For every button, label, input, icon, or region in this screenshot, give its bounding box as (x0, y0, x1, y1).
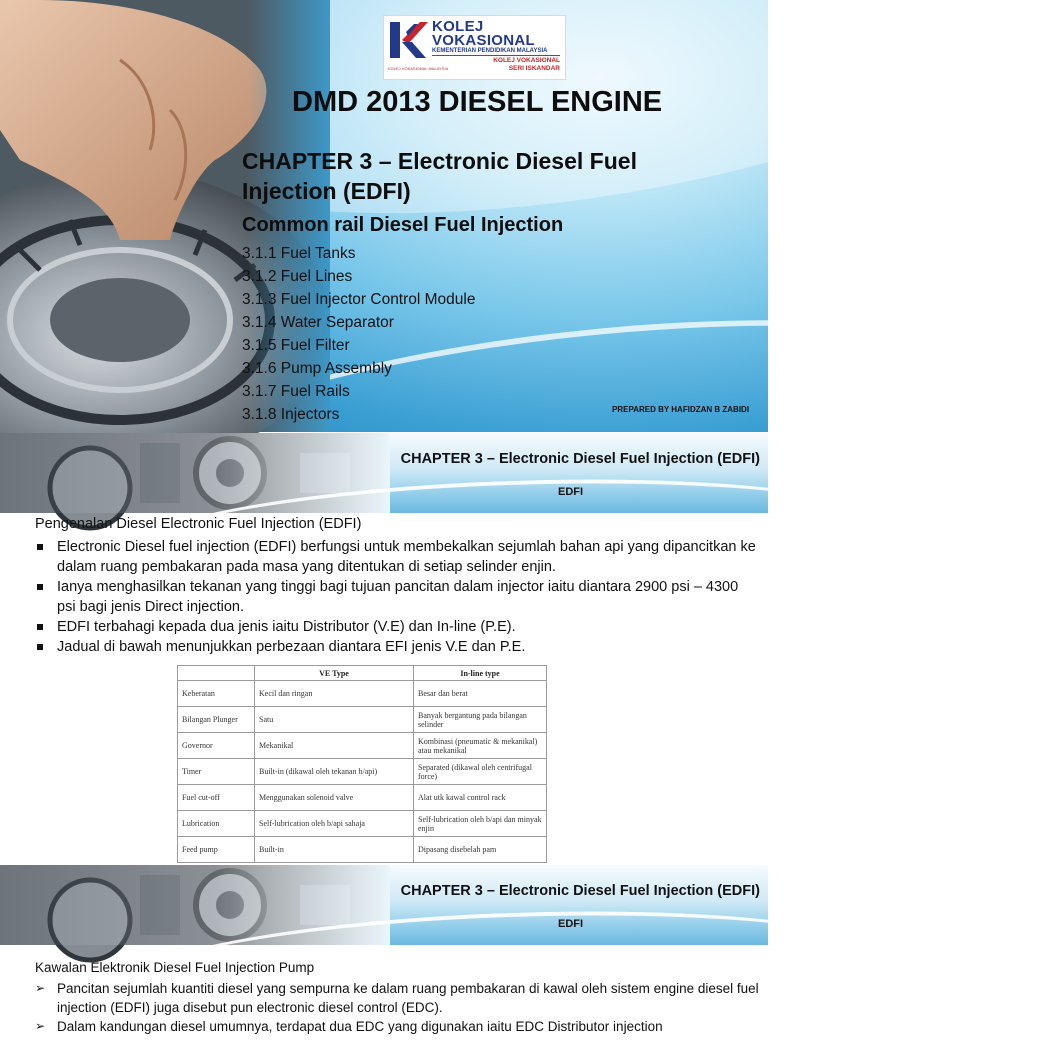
topic-item: 3.1.1 Fuel Tanks (242, 245, 356, 262)
square-bullet-icon (37, 584, 43, 590)
section-intro: Kawalan Elektronik Diesel Fuel Injection Pump (35, 960, 315, 975)
table-cell: Feed pump (178, 837, 255, 863)
bullet-item (35, 537, 760, 577)
table-row (178, 837, 547, 863)
slide-header-banner (0, 865, 768, 945)
bullet-text: Jadual di bawah menunjukkan perbezaan diantara EFI jenis V.E dan P.E. (57, 639, 526, 655)
chapter-subtitle: Common rail Diesel Fuel Injection (242, 214, 564, 236)
topic-item: 3.1.5 Fuel Filter (242, 337, 350, 354)
table-cell: Kombinasi (pneumatic & mekanikal) atau mekanikal (414, 733, 547, 759)
table-cell: Built-in (255, 837, 414, 863)
bullet-item (35, 979, 760, 1017)
topic-item: 3.1.2 Fuel Lines (242, 268, 353, 285)
slide-header-title: CHAPTER 3 – Electronic Diesel Fuel Injection (EDFI) (400, 883, 760, 899)
square-bullet-icon (37, 544, 43, 550)
logo-campus (493, 57, 560, 73)
table-header-row (178, 666, 547, 681)
bullet-item (35, 617, 760, 637)
logo-tagline: KOLEJ VOKASIONAL MALAYSIA (388, 66, 449, 71)
table-row (178, 759, 547, 785)
logo-ministry: KEMENTERIAN PENDIDIKAN MALAYSIA (432, 48, 548, 54)
chapter-title: CHAPTER 3 – Electronic Diesel Fuel Injection (EDFI) (242, 148, 637, 204)
edfi-control-slide (0, 865, 768, 1034)
slide-header-banner (0, 433, 768, 513)
bullet-text: Dalam kandungan diesel umumnya, terdapat dua EDC yang digunakan iaitu EDC Distributor injection (57, 1019, 663, 1034)
table-cell: Governor (178, 733, 255, 759)
slide-header-title: CHAPTER 3 – Electronic Diesel Fuel Injection (EDFI) (400, 451, 760, 467)
bullet-text: Electronic Diesel fuel injection (EDFI) berfungsi untuk membekalkan sejumlah bahan api yang dipancitkan ke dalam ruang pembakaran pada masa yang ditentukan di setiap selinder enjin. (57, 539, 756, 575)
square-bullet-icon (37, 644, 43, 650)
table-cell: Alat utk kawal control rack (414, 785, 547, 811)
topic-list (242, 242, 475, 426)
table-row (178, 707, 547, 733)
table-cell: Built-in (dikawal oleh tekanan b/api) (255, 759, 414, 785)
logo-campus-line1: KOLEJ VOKASIONAL (493, 57, 560, 64)
table-cell: Bilangan Plunger (178, 707, 255, 733)
bullet-text: Ianya menghasilkan tekanan yang tinggi bagi tujuan pancitan dalam injector iaitu diantara 2900 psi – 4300 psi bagi jenis Direct injection. (57, 579, 739, 615)
topic-item: 3.1.3 Fuel Injector Control Module (242, 291, 476, 308)
table-cell: Self-lubrication oleh b/api dan minyak enjin (414, 811, 547, 837)
topic-item: 3.1.4 Water Separator (242, 314, 394, 331)
table-cell: Self-lubrication oleh b/api sahaja (255, 811, 414, 837)
logo-divider (432, 55, 560, 56)
table-cell: Banyak bergantung pada bilangan selinder (414, 707, 547, 733)
topic-item: 3.1.6 Pump Assembly (242, 360, 392, 377)
section-intro: Pengenalan Diesel Electronic Fuel Injection (EDFI) (35, 516, 362, 532)
bullet-item (35, 1017, 760, 1036)
logo-line2: VOKASIONAL (432, 32, 536, 49)
table-row (178, 785, 547, 811)
slide-section-label: EDFI (558, 486, 584, 498)
table-cell: Timer (178, 759, 255, 785)
bullet-item (35, 637, 760, 657)
kv-logo-icon (388, 20, 428, 60)
table-header (178, 666, 255, 681)
topic-item: 3.1.7 Fuel Rails (242, 383, 350, 400)
bullet-item (35, 577, 760, 617)
course-title: DMD 2013 DIESEL ENGINE (292, 86, 663, 118)
table-cell: Dipasang disebelah pam (414, 837, 547, 863)
bullet-text: EDFI terbahagi kepada dua jenis iaitu Distributor (V.E) dan In-line (P.E). (57, 619, 516, 635)
table-cell: Besar dan berat (414, 681, 547, 707)
edfi-intro-slide (0, 433, 768, 863)
table-cell: Mekanikal (255, 733, 414, 759)
logo-line1: KOLEJ (432, 18, 484, 35)
table-row (178, 733, 547, 759)
table-cell: Keberatan (178, 681, 255, 707)
table-row (178, 681, 547, 707)
table-cell: Menggunakan solenoid valve (255, 785, 414, 811)
table-cell: Kecil dan ringan (255, 681, 414, 707)
table-cell: Fuel cut-off (178, 785, 255, 811)
table-cell: Separated (dikawal oleh centrifugal force) (414, 759, 547, 785)
prepared-by: PREPARED BY HAFIDZAN B ZABIDI (612, 405, 750, 414)
slide-section-label: EDFI (558, 918, 584, 930)
square-bullet-icon (37, 624, 43, 630)
bullet-text: Pancitan sejumlah kuantiti diesel yang sempurna ke dalam ruang pembakaran di kawal oleh sistem engine diesel fuel injection (EDFI) juga disebut pun electronic diesel control (EDC). (57, 981, 759, 1015)
table-cell: Satu (255, 707, 414, 733)
topic-item: 3.1.8 Injectors (242, 406, 340, 423)
comparison-table (177, 665, 547, 863)
logo-campus-line2: SERI ISKANDAR (508, 65, 560, 72)
arrow-bullet-icon: ➢ (35, 1019, 46, 1033)
bullet-list (35, 537, 760, 657)
table-header: VE Type (255, 666, 414, 681)
table-row (178, 811, 547, 837)
college-logo (383, 15, 566, 80)
table-cell: Lubrication (178, 811, 255, 837)
arrow-bullet-icon: ➢ (35, 981, 46, 995)
arrow-bullet-list (35, 979, 760, 1036)
title-slide (0, 0, 768, 432)
table-header: In-line type (414, 666, 547, 681)
